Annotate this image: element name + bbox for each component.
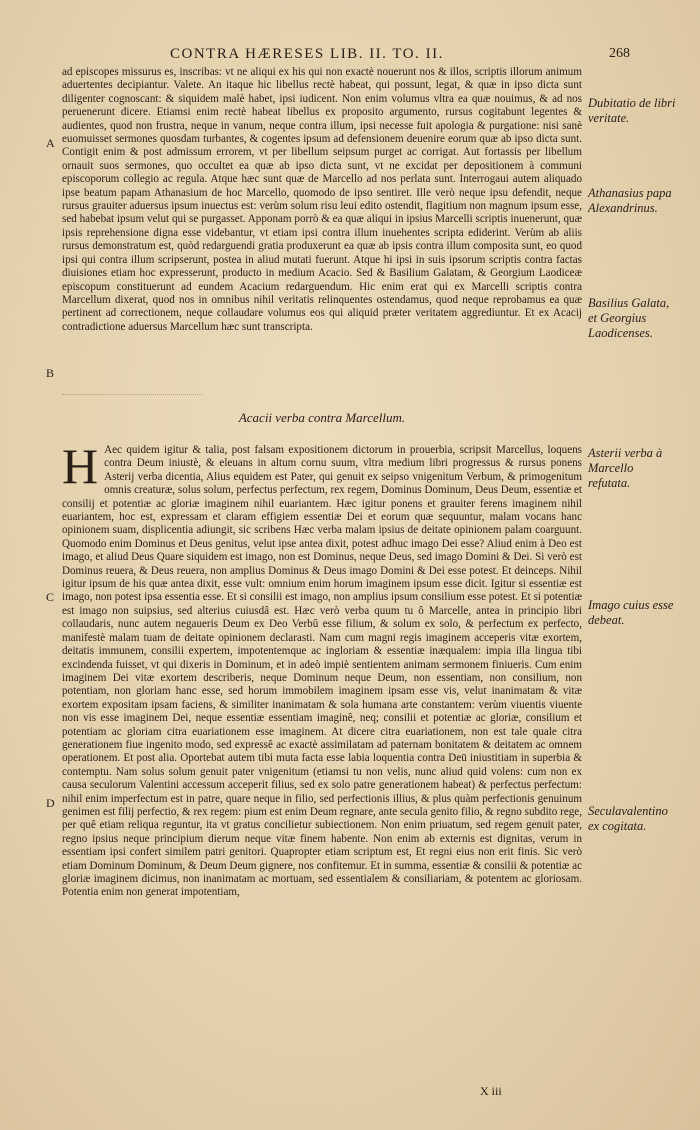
margin-note-asterii: Asterii verba à Marcello refutata.: [588, 446, 663, 490]
text-block-2: [62, 438, 582, 900]
faint-rule: [62, 394, 202, 395]
margin-note-athanasius: Athanasius papa Alexandrinus.: [588, 186, 672, 215]
page-number: 268: [609, 46, 630, 61]
margin-letter-b: B: [46, 366, 55, 380]
margin-note-dubitatio: Dubitatio de libri veritate.: [588, 96, 676, 125]
margin-note-imago: Imago cuius esse debeat.: [588, 598, 674, 627]
paragraph-2: Aec quidem igitur & talia, post falsam expositionem dictorum in prouerbia, scripsit Marcellus, loquens contra Deum iniustè, & eleuans in altum cornu suum, vltra medium libri progressus & rursus ponens Asterij verba dicentia, Alius equidem est Pater, qui genuit ex seipso vnigenitum Verbum, & primogenitum omnis creaturæ, solus solum, perfectus perfectum, rex regem, Dominus Dominum, Deus Deum, essentiæ et consilij et potentiæ ac gloriæ imaginem nihil euariantem. Hæc igitur ponens et grauiter ferens imaginem nihil euariantem, hoc est, expressam et claram effigiem essentiæ Dei et eorum quæ sequuntur, malam vocans hanc opinionem suam, displicentia adiungit, sic scribens Hæc verba malam ipsius de deitate opinionem palam coarguunt. Quomodo enim Dominus et Deus genitus, velut ipse antea dixit, potest adhuc imago Dei esse? Aliud enim à Deo est imago, et aliud Deus Quare siquidem est imago, non est Dominus, neque Deus, sed imago Domini & Dei. Si verò est Dominus reuera, & Deus reuera, non amplius Dominus & Deus imago Domini & Dei esse potest. Et deinceps. Nihil igitur ipsum de his quæ antea dixit, esse vult: omnium enim horum imaginem ipsum esse dicit. Igitur si essentiæ est imago, non potest ipsa essentia esse. Et si consilii est imago, non amplius ipsum consilium esse potest. Et si potentiæ est imago non suipsius, sed alterius cuiusdâ est. Hæc verò verba quum tu ô Marcelle, antea in principio libri collaudaris, nunc autem negaueris Deum ex Deo Verbû esse filium, & solum ex solo, & perfectum ex perfecto, manifestè malam tuam de deitate opinionem declarasti. Nam cum magni regis imaginem acceperis vitæ exortem, deitatis immunem, consilii expertem, impotentemque ac ingloriam & essentiæ inæqualem: impia illa lingua tibi excindenda fuisset, vt qui dixeris in Dominum, et in adeò impiè sentientem animam sermonem finiueris. Cum enim imaginem Dei vitæ exortem describeris, neque Dominum neque Deum, non essentiam, non consilium, non potentiam, non gloriam hanc esse, sed horum immobilem imaginem ipsam esse vis, velut inanimatam & vitæ exortem expositam ipsam faciens, & similiter inanimatam & sola humana arte constantem: verùm viuentis viuente non vis esse imaginem Dei, neque essentiæ essentiam imaginê, neq; consilii et potentiæ ac gloriæ, consilium et potentiam ac gloriam citra euariationem esse imaginem. At dicere citra euariationem, non est tale quale citra generationem fiue ingenito modo, sed expressê ac exactè assimilatam ad paternam bonitatem & deitatem ac omnem operationem. Et post alia. Oportebat autem tibi muta facta esse labia loquentia contra Deū iniustitiam in superbia & contemptu. Nam solus solum genuit pater vnigenitum (etiamsi tu non velis, nunc aliud quid volens: cum non ex causa seculorum Valentini accessum acceperit filius, sed ex solo patre generationem habeat) & perfectus perfectum: nihil enim imperfectum est in patre, quare neque in filio, sed perfectionis illius, & plus quàm perfectionis genuinum genimen est filij perfectio, & rex regem: pium est enim Deum regnare, ante secula genito filio, & regno subdito rege, per quê etiam reliqua reguntur, ita vt gratus concilietur subiectionem. Non enim priuatum, sed regem genuit pater, regno ipsius neque principium dierum neque vitæ finem habente. Non enim ab externis est dignitas, verum in essentiam ipsi confert similem patri genitori. Quapropter etiam scriptum est, Et regni eius non erit finis. Sic verò etiam Dominum Dominum, & Deum Deum gignere, nos confitemur. Et in summa, essentiæ & consilii & potentiæ ac gloriæ imaginem dicimus, non inanimatam ac mortuam, sed essentialem & consiliariam, & potentem ac gloriosam. Potentia enim non generat impotentiam,: [62, 444, 582, 899]
margin-letter-d: D: [46, 796, 55, 810]
running-header: [90, 46, 630, 66]
signature-mark: X iii: [480, 1084, 502, 1098]
section-heading: Acacii verba contra Marcellum.: [238, 410, 406, 425]
margin-letter-a: A: [46, 136, 55, 150]
margin-note-basilius: Basilius Galata, et Georgius Laodicenses.: [588, 296, 670, 340]
margin-note-secula: Seculavalentino ex cogitata.: [588, 804, 668, 833]
paragraph-1: ad episcopes missurus es, inscribas: vt ne aliqui ex his qui non exactè nouerunt nos & illos, scriptis illorum animum aduertentes decipiantur. Valete. An itaque hic libellus rectè habeat, qui possunt, legat, & quæ in ipso dicta sunt diligenter cognoscant: & siquidem malè habet, ipsi iudicent. Non enim volumus vltra ea quæ nouimus, & ad nos peruenerunt dicere. Etiamsi enim rectè habeat libellus ex proposito argumento, rursus cogitabunt legentes & audientes, quod non frustra, neque in vanum, neque contra illum, ipsi necesse fuit apologia & purgatione: nisi sanè euomuisset sermones quosdam turbantes, & cogentes ipsum ad defensionem deuenire eorum quæ ab ipso dicta sunt. Contigit enim & post admissum errorem, vt per libellum seipsum purget ac corrigat. Aut fortassis per libellum ornauit suos sermones, quo occultet ea quæ ab ipso dicta sunt, vt ne excidat per depositionem à communi episcoporum collegio ac regula. Atque hæc sunt quæ de Marcello ad nos perlata sunt. Interrogaui autem aliquado ipse beatum papam Athanasium de hoc Marcello, quomodo de ipso sentiret. Ille verò neque ipsu defendit, neque rursus grauiter aduersus ipsum inuectus est: verùm solum risu leui edito ostendit, flagitium non magnum ipsum esse, sed habebat ipsum velut qui se purgasset. Apponam porrò & ea quæ aliqui in ipsius Marcelli scriptis inuenerunt, quæ ipsis reprehensione digna esse videbantur, vt etiam ipsi contra illum inuehentes scripta ediderint. Verùm ab aliis rursus demonstratum est, quòd redarguendi gratia produxerunt ea quæ ab ipsis contra illum composita sunt, eo quod ipsi qui contra illum scripserunt, postea in aliud mutati fuerunt. Atque hi ipsi in suis ipsorum scriptis contra factas diuisiones etiam hoc expresserunt, producto in medium Acacio. Sed & Basilium Galatam, & Georgium Laodiceæ episcopum constituerunt ad eundem Acacium redarguendum. Hic enim erat qui ex Marcelli scriptis contra Marcellum dixerat, quod nos in omnibus nihil veritatis relinquentes ostendamus, quod neque reprobamus ea quæ pertinent ad correctionem, neque collaudare volumus eos qui aliquid præter veritatem aggrediuntur. Et ex Acacij contradictione aduersus Marcellum hæc sunt transcripta.: [62, 66, 582, 333]
running-title: CONTRA HÆRESES LIB. II. TO. II.: [170, 46, 444, 62]
drop-cap: H: [62, 438, 99, 494]
text-block-1: [62, 66, 582, 334]
margin-letter-c: C: [46, 590, 55, 604]
